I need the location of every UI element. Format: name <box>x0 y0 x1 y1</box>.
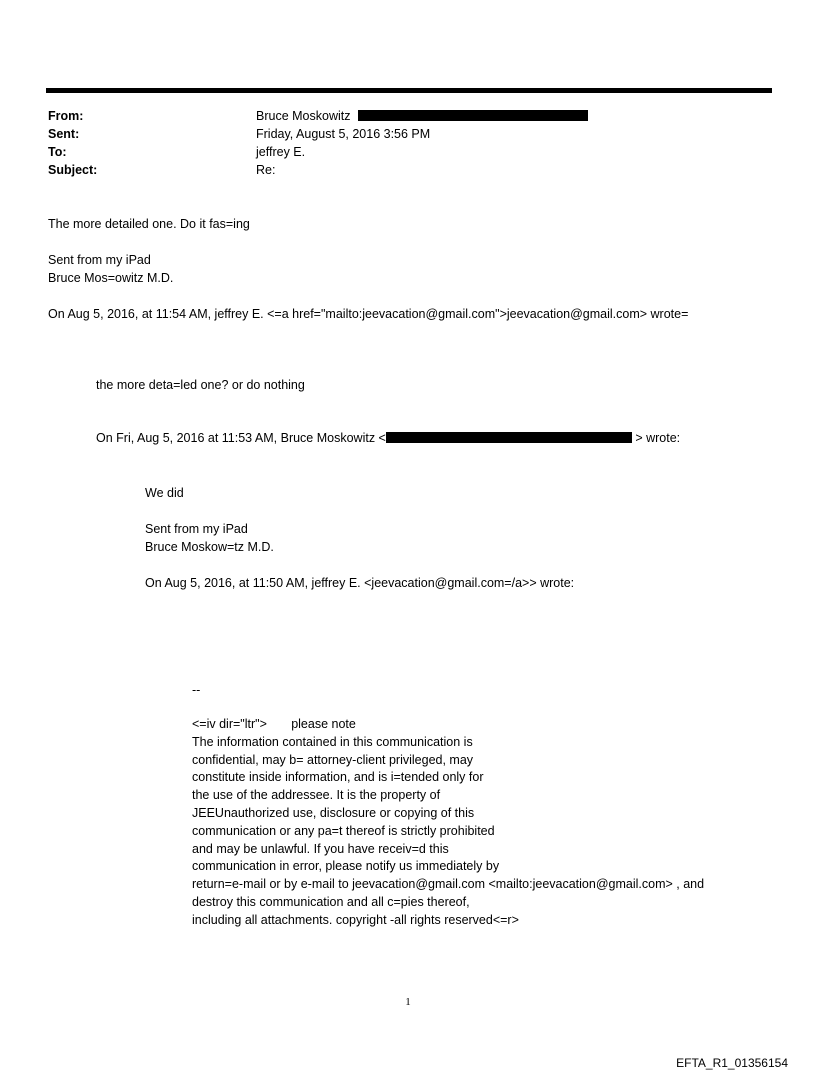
quoted-text: We did <box>145 486 184 500</box>
quote-header-prefix: On Fri, Aug 5, 2016 at 11:53 AM, Bruce Moskowitz < <box>96 431 386 445</box>
signature-line: Sent from my iPad <box>48 253 151 267</box>
disclaimer-line: return=e-mail or by e-mail to jeevacation@gmail.com <mailto:jeevacation@gmail.com> , and <box>192 877 705 892</box>
to-label: To: <box>48 145 67 159</box>
disclaimer-line: communication or any pa=t thereof is strictly prohibited <box>192 823 495 838</box>
signature-name: Bruce Mos=owitz M.D. <box>48 271 174 285</box>
sent-value: Friday, August 5, 2016 3:56 PM <box>256 127 431 141</box>
from-value <box>256 107 588 125</box>
from-name: Bruce Moskowitz <box>256 109 351 123</box>
disclaimer <box>192 716 704 930</box>
disclaimer-line: constitute inside information, and is i=tended only for <box>192 770 484 785</box>
from-label: From: <box>48 109 84 123</box>
body-line: The more detailed one. Do it fas=ing <box>48 217 250 231</box>
signature-name: Bruce Moskow=tz M.D. <box>145 540 274 554</box>
redaction-box <box>358 110 588 121</box>
quote-header <box>96 429 680 447</box>
redaction-box <box>386 432 632 443</box>
header-rule <box>46 88 772 93</box>
disclaimer-line: and may be unlawful. If you have receiv=d this <box>192 841 449 856</box>
disclaimer-line: confidential, may b= attorney-client privileged, may <box>192 752 474 767</box>
subject-value: Re: <box>256 163 276 177</box>
subject-label: Subject: <box>48 163 98 177</box>
document-id: EFTA_R1_01356154 <box>676 1056 788 1070</box>
to-value: jeffrey E. <box>256 145 306 159</box>
quote-header-suffix: > wrote: <box>635 431 681 445</box>
quote-header: On Aug 5, 2016, at 11:54 AM, jeffrey E. <=a href="mailto:jeevacation@gmail.com">jeevacation@gmail.com> wrote= <box>48 307 689 321</box>
signature-separator: -- <box>192 683 201 697</box>
quoted-text: the more deta=led one? or do nothing <box>96 378 305 392</box>
disclaimer-line: the use of the addressee. It is the property of <box>192 788 441 803</box>
disclaimer-line: communication in error, please notify us immediately by <box>192 859 500 874</box>
signature-line: Sent from my iPad <box>145 522 248 536</box>
disclaimer-line: The information contained in this communication is <box>192 734 473 749</box>
sent-label: Sent: <box>48 127 80 141</box>
disclaimer-line: <=iv dir="ltr"> please note <box>192 717 356 731</box>
page-number: 1 <box>405 996 411 1008</box>
quote-header: On Aug 5, 2016, at 11:50 AM, jeffrey E. <jeevacation@gmail.com=/a>> wrote: <box>145 576 575 590</box>
disclaimer-line: JEEUnauthorized use, disclosure or copying of this <box>192 805 475 820</box>
disclaimer-line: destroy this communication and all c=pies thereof, <box>192 894 470 909</box>
disclaimer-line: including all attachments. copyright -all rights reserved<=r> <box>192 912 519 927</box>
